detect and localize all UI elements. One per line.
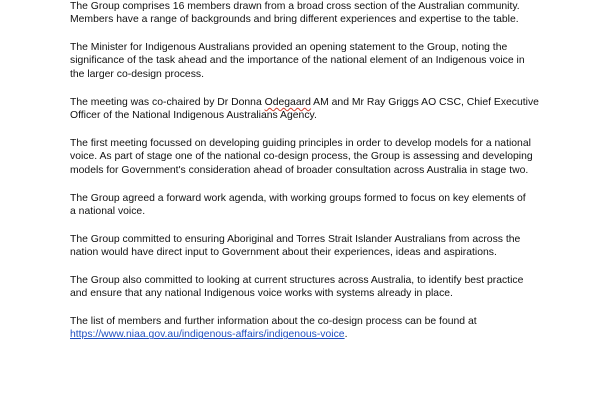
text-line: The Group committed to ensuring Aboriginal and Torres Strait Islander Australians from across the	[70, 234, 521, 245]
paragraph-direct-input	[70, 233, 540, 260]
paragraph-current-structures	[70, 274, 540, 301]
text-fragment: The meeting was co-chaired by Dr Donna	[70, 97, 265, 108]
text-line: a national voice.	[70, 206, 146, 218]
text-line: nation would have direct input to Government about their experiences, ideas and aspirations.	[70, 247, 497, 259]
text-line: The Group agreed a forward work agenda, with working groups formed to focus on key elements of	[70, 193, 526, 204]
text-line	[70, 328, 540, 341]
text-line: voice. As part of stage one of the national co-design process, the Group is assessing and developing	[70, 151, 533, 163]
text-line: models for Government's consideration ahead of broader consultation across Australia in stage two.	[70, 164, 529, 176]
text-fragment: .	[344, 329, 348, 341]
text-fragment: AM and Mr Ray Griggs AO CSC, Chief Executive	[310, 97, 539, 108]
text-line	[70, 96, 540, 109]
paragraph-first-meeting	[70, 137, 540, 177]
text-line: the larger co-design process.	[70, 68, 204, 80]
text-line: Members have a range of backgrounds and bring different experiences and expertise to the table.	[70, 14, 519, 26]
text-line: Officer of the National Indigenous Australians Agency.	[70, 110, 317, 122]
paragraph-further-information	[70, 315, 540, 342]
paragraph-minister-statement	[70, 41, 540, 81]
text-line: The first meeting focussed on developing guiding principles in order to develop models for a national	[70, 138, 531, 149]
paragraph-group-composition	[70, 0, 540, 27]
spellcheck-flagged-name: Odegaard	[264, 97, 311, 108]
text-line: The Minister for Indigenous Australians provided an opening statement to the Group, noting the	[70, 42, 508, 53]
text-line: and ensure that any national Indigenous voice works with systems already in place.	[70, 288, 453, 300]
niaa-indigenous-voice-link[interactable]: https://www.niaa.gov.au/indigenous-affairs/indigenous-voice	[70, 329, 345, 341]
paragraph-co-chairs	[70, 96, 540, 123]
text-line: The list of members and further information about the co-design process can be found at	[70, 316, 477, 327]
text-line: The Group comprises 16 members drawn from a broad cross section of the Australian community.	[70, 1, 520, 12]
paragraph-work-agenda	[70, 192, 540, 219]
text-line: significance of the task ahead and the importance of the national element of an Indigenous voice in	[70, 55, 525, 67]
text-line: The Group also committed to looking at current structures across Australia, to identify best practice	[70, 275, 524, 286]
